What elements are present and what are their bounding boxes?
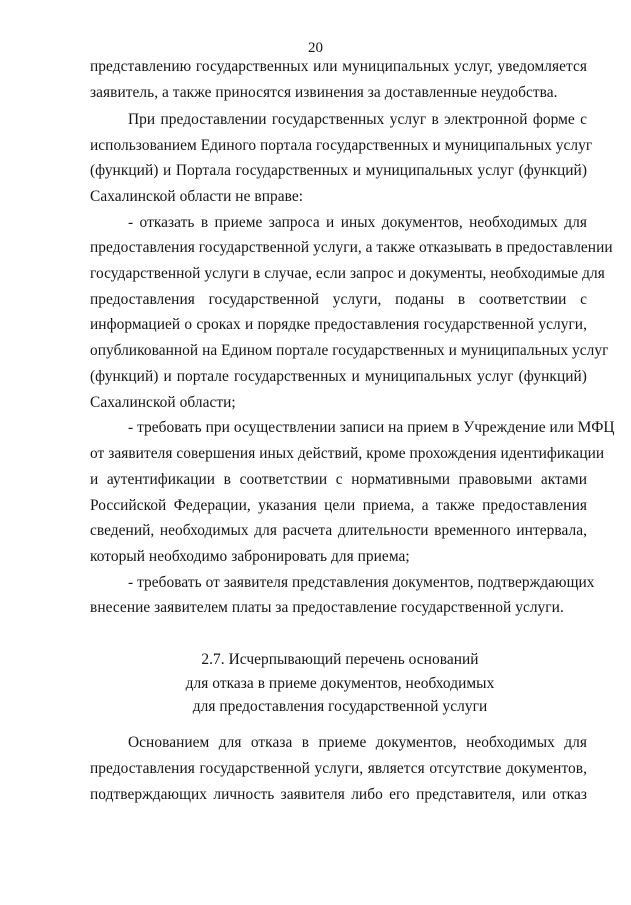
text-line: от заявителя совершения иных действий, кроме прохождения идентификации [90, 445, 605, 462]
text-line: При предоставлении государственных услуг в электронной форме с [128, 111, 587, 128]
text-line: - требовать от заявителя представления документов, подтверждающих [128, 574, 595, 591]
text-line: подтверждающих личность заявителя либо его представителя, или отказ [90, 786, 587, 803]
section-heading-line: для отказа в приеме документов, необходимых [185, 675, 495, 692]
text-line: предоставления государственной услуги, а также отказывать в предоставлении [90, 239, 613, 256]
text-line: представлению государственных или муниципальных услуг, уведомляется [90, 58, 587, 75]
text-line: Основанием для отказа в приеме документов, необходимых для [128, 734, 587, 751]
text-line: Российской Федерации, указания цели приема, а также предоставления [90, 497, 587, 514]
text-line: опубликованной на Едином портале государственных и муниципальных услуг [90, 342, 609, 359]
text-line: предоставления государственной услуги, поданы в соответствии с [90, 291, 587, 308]
text-line: внесение заявителем платы за предоставление государственной услуги. [90, 599, 564, 616]
text-line: информацией о сроках и порядке предоставления государственной услуги, [90, 316, 587, 333]
page-number: 20 [308, 40, 323, 56]
text-line: заявитель, а также приносятся извинения за доставленные неудобства. [90, 84, 558, 101]
text-line: Сахалинской области не вправе: [90, 188, 304, 205]
text-line: (функций) и Портала государственных и муниципальных услуг (функций) [90, 162, 587, 179]
text-line: государственной услуги в случае, если запрос и документы, необходимые для [90, 265, 605, 282]
text-line: предоставления государственной услуги, является отсутствие документов, [90, 760, 587, 777]
text-line: (функций) и портале государственных и муниципальных услуг (функций) [90, 368, 587, 385]
text-line: Сахалинской области; [90, 394, 236, 411]
text-line: использованием Единого портала государственных и муниципальных услуг [90, 137, 593, 154]
text-line: и аутентификации в соответствии с нормативными правовыми актами [90, 471, 587, 488]
section-heading-line: 2.7. Исчерпывающий перечень оснований [201, 651, 479, 668]
text-line: сведений, необходимых для расчета длительности временного интервала, [90, 522, 587, 539]
section-heading-line: для предоставления государственной услуги [192, 698, 488, 715]
text-line: который необходимо забронировать для приема; [90, 548, 410, 565]
text-line: - требовать при осуществлении записи на прием в Учреждение или МФЦ [128, 419, 615, 436]
text-line: - отказать в приеме запроса и иных документов, необходимых для [128, 214, 587, 231]
